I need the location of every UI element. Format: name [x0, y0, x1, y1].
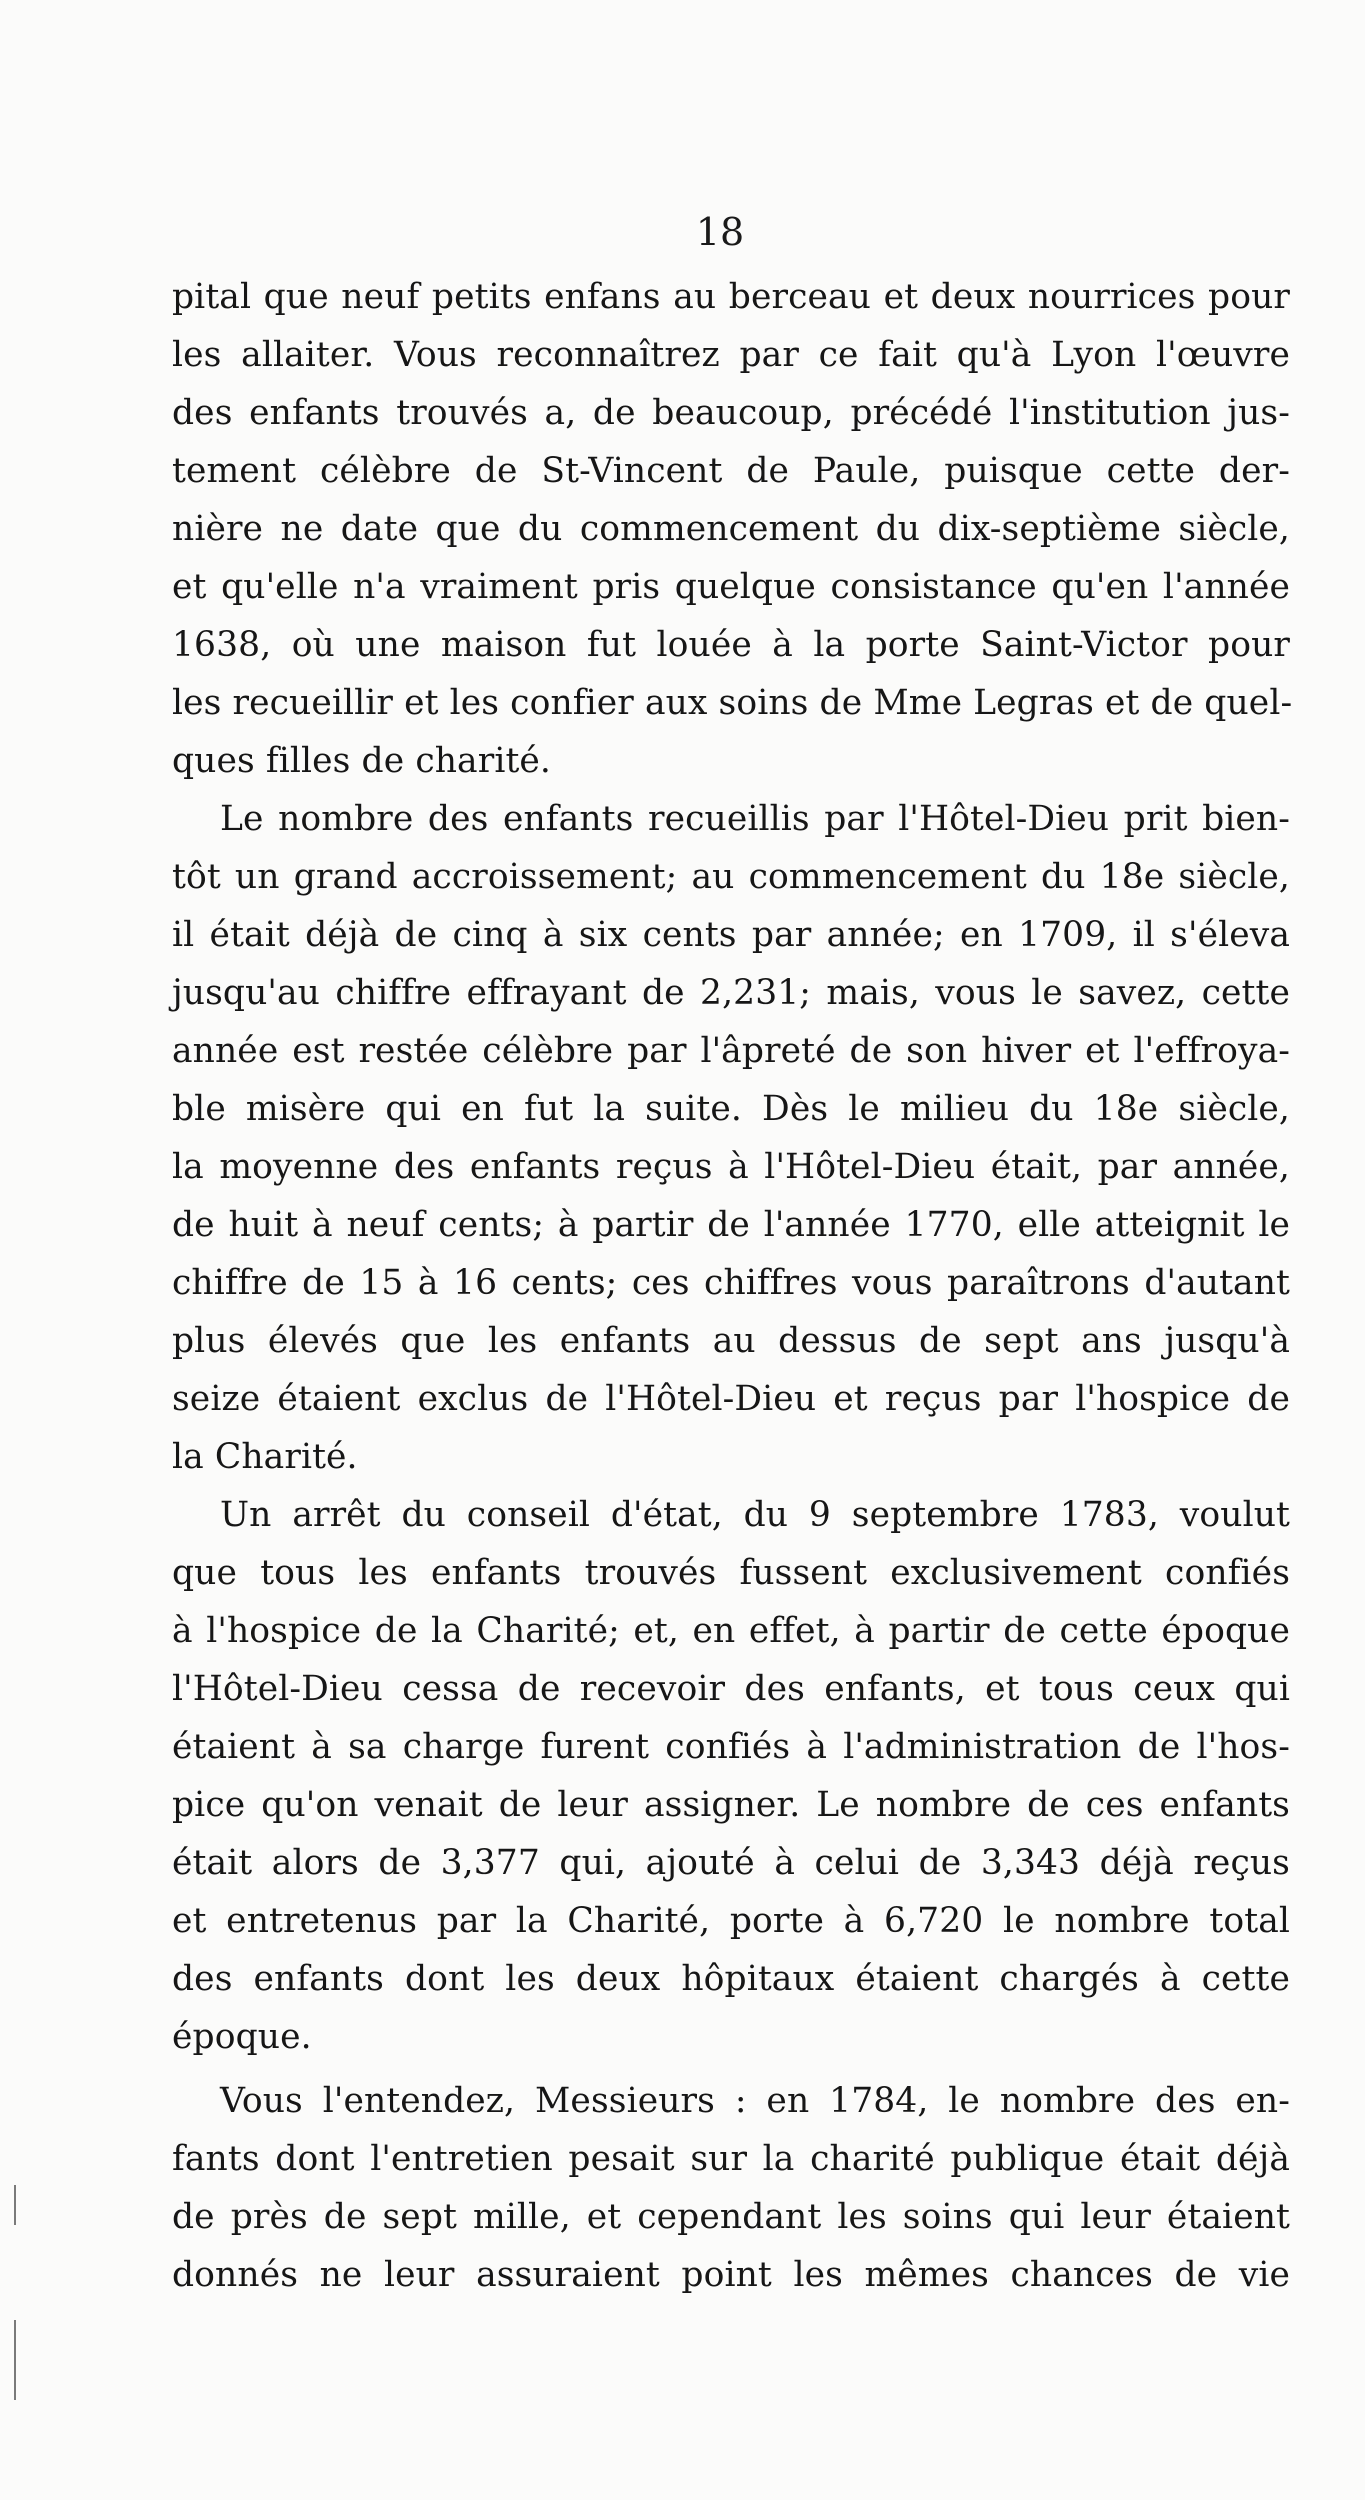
text-line: la Charité.: [172, 1437, 358, 1477]
text-line: des enfants dont les deux hôpitaux étaient chargés à cette: [172, 1959, 1290, 1999]
scan-artifact-line: [14, 2185, 16, 2225]
text-line: de huit à neuf cents; à partir de l'année 1770, elle atteignit le: [172, 1205, 1290, 1245]
text-line: étaient à sa charge furent confiés à l'administration de l'hos-: [172, 1727, 1290, 1767]
text-line: Vous l'entendez, Messieurs : en 1784, le nombre des en-: [220, 2081, 1290, 2121]
text-line: époque.: [172, 2017, 312, 2057]
text-line: des enfants trouvés a, de beaucoup, précédé l'institution jus-: [172, 393, 1290, 433]
text-line: les recueillir et les confier aux soins de Mme Legras et de quel-: [172, 683, 1293, 723]
page-number: 18: [695, 210, 745, 254]
text-line: pice qu'on venait de leur assigner. Le nombre de ces enfants: [172, 1785, 1290, 1825]
text-line: donnés ne leur assuraient point les mêmes chances de vie: [172, 2255, 1290, 2295]
text-line: année est restée célèbre par l'âpreté de son hiver et l'effroya-: [172, 1031, 1290, 1071]
text-line: ble misère qui en fut la suite. Dès le milieu du 18e siècle,: [172, 1089, 1290, 1129]
text-line: chiffre de 15 à 16 cents; ces chiffres vous paraîtrons d'autant: [172, 1263, 1290, 1303]
text-line: était alors de 3,377 qui, ajouté à celui de 3,343 déjà reçus: [172, 1843, 1290, 1883]
paragraph-4: [172, 2072, 1290, 2304]
text-line: il était déjà de cinq à six cents par année; en 1709, il s'éleva: [172, 915, 1290, 955]
text-line: ques filles de charité.: [172, 741, 552, 781]
text-line: l'Hôtel-Dieu cessa de recevoir des enfants, et tous ceux qui: [172, 1669, 1290, 1709]
text-line: à l'hospice de la Charité; et, en effet, à partir de cette époque: [172, 1611, 1290, 1651]
scan-artifact-line: [14, 2320, 16, 2400]
paragraph-2: [172, 790, 1290, 1486]
body-text: [172, 268, 1293, 2304]
text-line: tôt un grand accroissement; au commencement du 18e siècle,: [172, 857, 1290, 897]
text-line: que tous les enfants trouvés fussent exclusivement confiés: [172, 1553, 1290, 1593]
text-line: plus élevés que les enfants au dessus de sept ans jusqu'à: [172, 1321, 1290, 1361]
text-line: tement célèbre de St-Vincent de Paule, puisque cette der-: [172, 451, 1290, 491]
text-line: de près de sept mille, et cependant les soins qui leur étaient: [172, 2197, 1290, 2237]
text-line: et qu'elle n'a vraiment pris quelque consistance qu'en l'année: [172, 567, 1290, 607]
text-line: nière ne date que du commencement du dix-septième siècle,: [172, 509, 1290, 549]
text-line: seize étaient exclus de l'Hôtel-Dieu et reçus par l'hospice de: [172, 1379, 1290, 1419]
text-line: jusqu'au chiffre effrayant de 2,231; mais, vous le savez, cette: [172, 973, 1290, 1013]
paragraph-1: [172, 268, 1293, 790]
text-line: Un arrêt du conseil d'état, du 9 septembre 1783, voulut: [220, 1495, 1290, 1535]
text-line: 1638, où une maison fut louée à la porte Saint-Victor pour: [172, 625, 1290, 665]
text-line: fants dont l'entretien pesait sur la charité publique était déjà: [172, 2139, 1290, 2179]
text-line: et entretenus par la Charité, porte à 6,720 le nombre total: [172, 1901, 1290, 1941]
text-line: pital que neuf petits enfans au berceau et deux nourrices pour: [172, 277, 1290, 317]
text-line: Le nombre des enfants recueillis par l'Hôtel-Dieu prit bien-: [220, 799, 1290, 839]
paragraph-3: [172, 1486, 1290, 2066]
text-line: la moyenne des enfants reçus à l'Hôtel-Dieu était, par année,: [172, 1147, 1290, 1187]
text-line: les allaiter. Vous reconnaîtrez par ce fait qu'à Lyon l'œuvre: [172, 335, 1290, 375]
